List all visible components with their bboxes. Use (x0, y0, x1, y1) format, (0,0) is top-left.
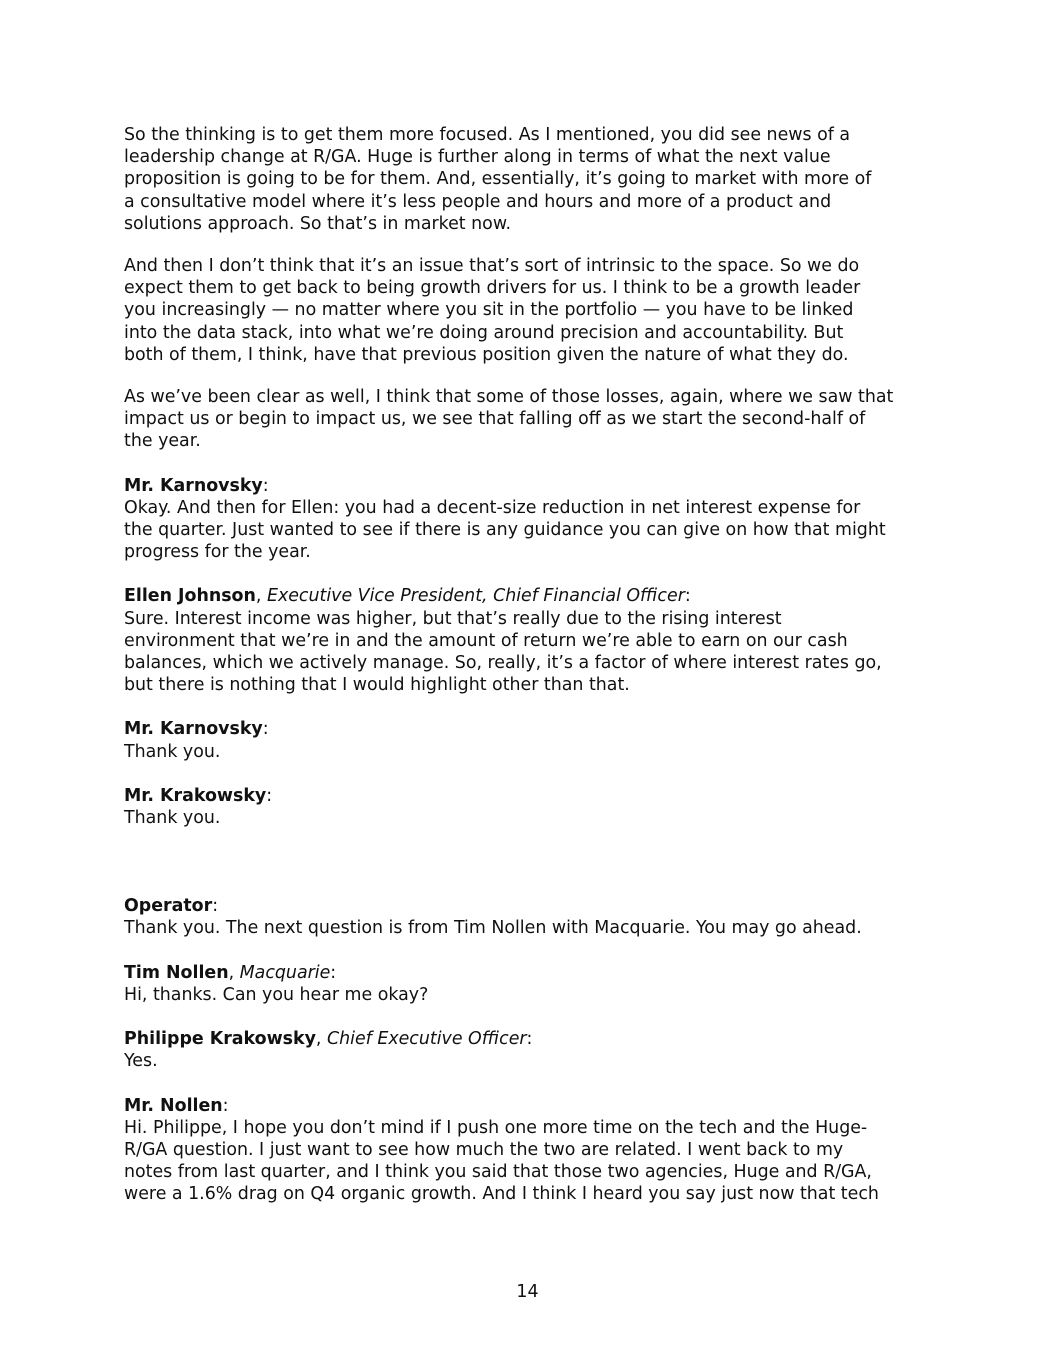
speaker-block (124, 475, 944, 564)
text-line: So the thinking is to get them more focused. As I mentioned, you did see news of a (124, 125, 851, 145)
text-line: Hi. Philippe, I hope you don’t mind if I push one more time on the tech and the Huge- (124, 1117, 868, 1138)
text-line: but there is nothing that I would highlight other than that. (124, 675, 630, 696)
speaker-heading: Mr. Nollen: (124, 1095, 229, 1116)
speaker-heading: Mr. Krakowsky: (124, 785, 273, 806)
text-line: Thank you. (124, 741, 221, 762)
speaker-block (124, 895, 944, 939)
speaker-block (124, 1028, 944, 1072)
text-line: both of them, I think, have that previous position given the nature of what they do. (124, 344, 849, 365)
text-line: the quarter. Just wanted to see if there is any guidance you can give on how that might (124, 520, 886, 541)
intro-paragraph (124, 255, 944, 366)
speaker-block (124, 585, 944, 696)
speaker-heading: Philippe Krakowsky, Chief Executive Officer: (124, 1029, 533, 1050)
intro-paragraph (124, 124, 944, 235)
text-line: Thank you. (124, 808, 221, 829)
speaker-name: Mr. Karnovsky (124, 475, 263, 496)
text-line: the year. (124, 431, 201, 452)
text-line: a consultative model where it’s less people and hours and more of a product and (124, 191, 832, 212)
page-number: 14 (516, 1282, 539, 1302)
speaker-block (124, 1095, 944, 1206)
text-line: proposition is going to be for them. And, essentially, it’s going to market with more of (124, 169, 872, 190)
text-line: environment that we’re in and the amount of return we’re able to earn on our cash (124, 630, 848, 651)
speaker-name: Mr. Karnovsky (124, 719, 263, 740)
text-line: you increasingly — no matter where you sit in the portfolio — you have to be linked (124, 300, 854, 321)
speaker-name: Operator (124, 896, 213, 917)
text-line: progress for the year. (124, 542, 311, 563)
text-line: Thank you. The next question is from Tim Nollen with Macquarie. You may go ahead. (124, 918, 862, 939)
speaker-heading: Mr. Karnovsky: (124, 475, 269, 496)
speaker-name: Mr. Krakowsky (124, 785, 267, 806)
text-line: impact us or begin to impact us, we see that falling off as we start the second-half of (124, 409, 866, 430)
speaker-heading: Operator: (124, 896, 219, 917)
speaker-name: Mr. Nollen (124, 1095, 223, 1116)
speaker-heading: Tim Nollen, Macquarie: (124, 962, 337, 983)
speaker-name: Philippe Krakowsky (124, 1029, 316, 1050)
text-line: notes from last quarter, and I think you said that those two agencies, Huge and R/GA, (124, 1162, 872, 1183)
text-line: As we’ve been clear as well, I think that some of those losses, again, where we saw that (124, 387, 894, 408)
text-line: expect them to get back to being growth drivers for us. I think to be a growth leader (124, 278, 861, 299)
text-line: Yes. (124, 1051, 158, 1072)
speaker-heading: Mr. Karnovsky: (124, 719, 269, 740)
text-line: Okay. And then for Ellen: you had a decent-size reduction in net interest expense for (124, 497, 861, 518)
speaker-block (124, 718, 944, 762)
speaker-name: Ellen Johnson (124, 586, 256, 607)
intro-paragraph (124, 386, 944, 453)
text-line: balances, which we actively manage. So, really, it’s a factor of where interest rates go, (124, 653, 882, 674)
speaker-title: Chief Executive Officer (326, 1029, 527, 1050)
text-line: leadership change at R/GA. Huge is further along in terms of what the next value (124, 147, 831, 168)
speaker-title: Macquarie (239, 962, 331, 983)
speaker-heading: Ellen Johnson, Executive Vice President, Chief Financial Officer: (124, 586, 691, 607)
speaker-title: Executive Vice President, Chief Financial Officer (266, 586, 685, 607)
text-line: were a 1.6% drag on Q4 organic growth. And I think I heard you say just now that tech (124, 1184, 879, 1205)
text-line: R/GA question. I just want to see how much the two are related. I went back to my (124, 1139, 844, 1160)
text-line: Hi, thanks. Can you hear me okay? (124, 984, 429, 1005)
speaker-name: Tim Nollen (124, 962, 229, 983)
section-spacer (124, 851, 944, 895)
text-line: Sure. Interest income was higher, but that’s really due to the rising interest (124, 608, 782, 629)
speaker-block (124, 962, 944, 1006)
transcript-page (124, 124, 944, 1228)
text-line: And then I don’t think that it’s an issue that’s sort of intrinsic to the space. So we do (124, 256, 860, 277)
speaker-block (124, 785, 944, 829)
text-line: solutions approach. So that’s in market now. (124, 213, 511, 234)
text-line: into the data stack, into what we’re doing around precision and accountability. But (124, 322, 844, 343)
